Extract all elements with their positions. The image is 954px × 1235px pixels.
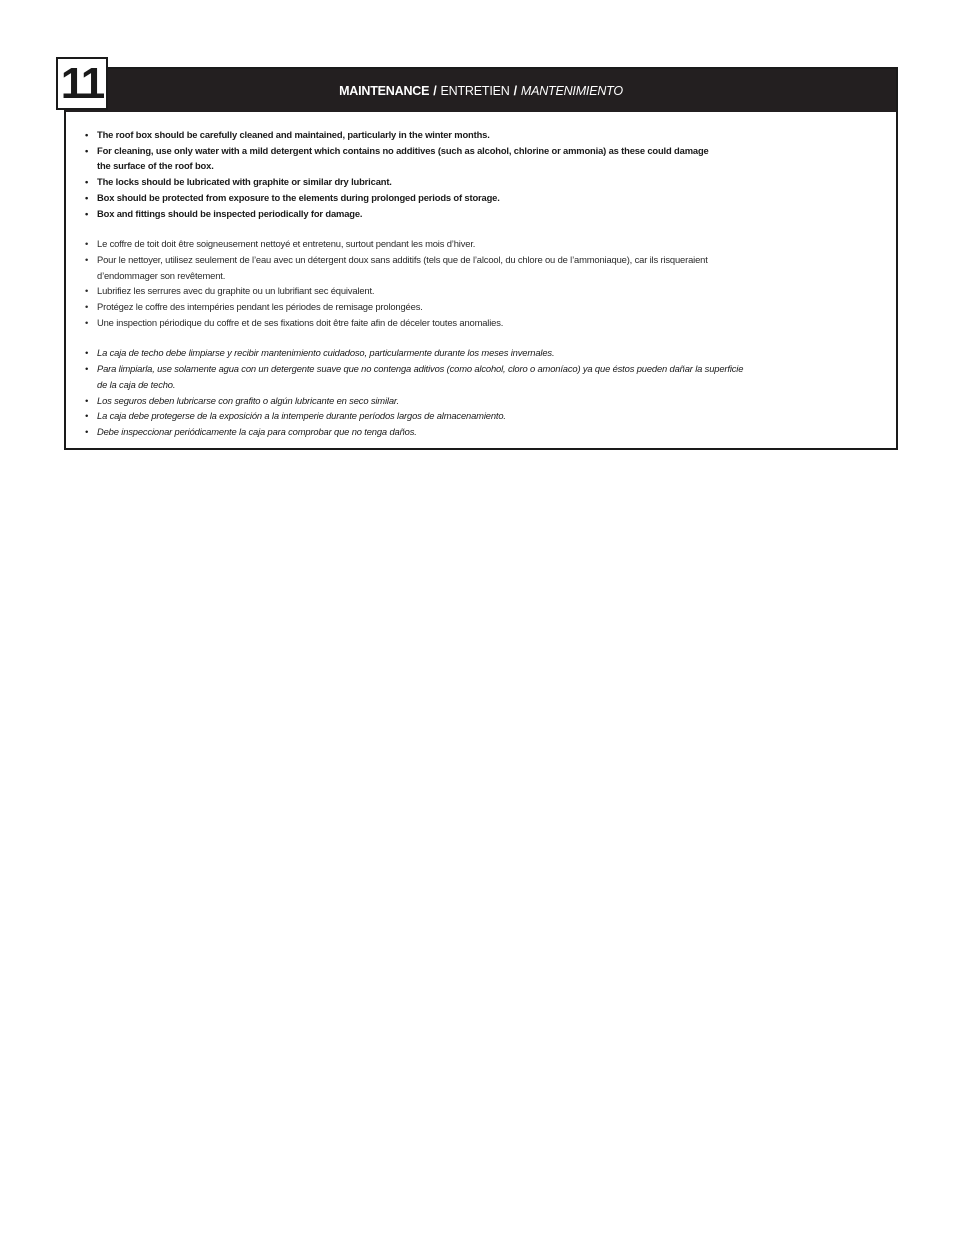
maintenance-section xyxy=(64,67,898,450)
list-item: • The roof box should be carefully cleaned and maintained, particularly in the winter months. xyxy=(83,127,863,143)
list-item: • The locks should be lubricated with graphite or similar dry lubricant. xyxy=(83,174,863,190)
section-header xyxy=(66,69,896,112)
instructions-content xyxy=(83,127,863,440)
header-title-es: MANTENIMIENTO xyxy=(520,83,623,98)
list-item: • For cleaning, use only water with a mild detergent which contains no additives (such as alcohol, chlorine or ammonia) as these could damage the surface of the roof box. xyxy=(83,143,863,174)
list-item: • Lubrifiez les serrures avec du graphite ou un lubrifiant sec équivalent. xyxy=(83,283,863,299)
step-number: 11 xyxy=(56,57,108,110)
instructions-list-spanish xyxy=(83,345,863,439)
list-item: • Protégez le coffre des intempéries pendant les périodes de remisage prolongées. xyxy=(83,299,863,315)
header-title-fr: ENTRETIEN xyxy=(440,83,510,98)
list-item: • Los seguros deben lubricarse con grafito o algún lubricante en seco similar. xyxy=(83,393,863,409)
list-item: • La caja de techo debe limpiarse y recibir mantenimiento cuidadoso, particularmente durante los meses invernales. xyxy=(83,345,863,361)
list-item: • Le coffre de toit doit être soigneusement nettoyé et entretenu, surtout pendant les mois d’hiver. xyxy=(83,236,863,252)
header-title-en: MAINTENANCE xyxy=(339,83,430,98)
list-item: • Une inspection périodique du coffre et de ses fixations doit être faite afin de déceler toutes anomalies. xyxy=(83,315,863,331)
list-item: • Debe inspeccionar periódicamente la caja para comprobar que no tenga daños. xyxy=(83,424,863,440)
list-item: • Pour le nettoyer, utilisez seulement de l’eau avec un détergent doux sans additifs (tels que de l’alcool, du chlore ou de l’ammoniaque), car ils risqueraient d’endommager son revêtement. xyxy=(83,252,863,283)
list-item: • Box and fittings should be inspected periodically for damage. xyxy=(83,206,863,222)
list-item: • Para limpiarla, use solamente agua con un detergente suave que no contenga aditivos (como alcohol, cloro o amoníaco) ya que éstos pueden dañar la superficie de la caja de techo. xyxy=(83,361,863,392)
instructions-list-english xyxy=(83,127,863,221)
header-separator: / xyxy=(513,83,517,98)
header-separator: / xyxy=(433,83,437,98)
instructions-list-french xyxy=(83,236,863,330)
list-item: • La caja debe protegerse de la exposición a la intemperie durante períodos largos de almacenamiento. xyxy=(83,408,863,424)
list-item: • Box should be protected from exposure to the elements during prolonged periods of storage. xyxy=(83,190,863,206)
